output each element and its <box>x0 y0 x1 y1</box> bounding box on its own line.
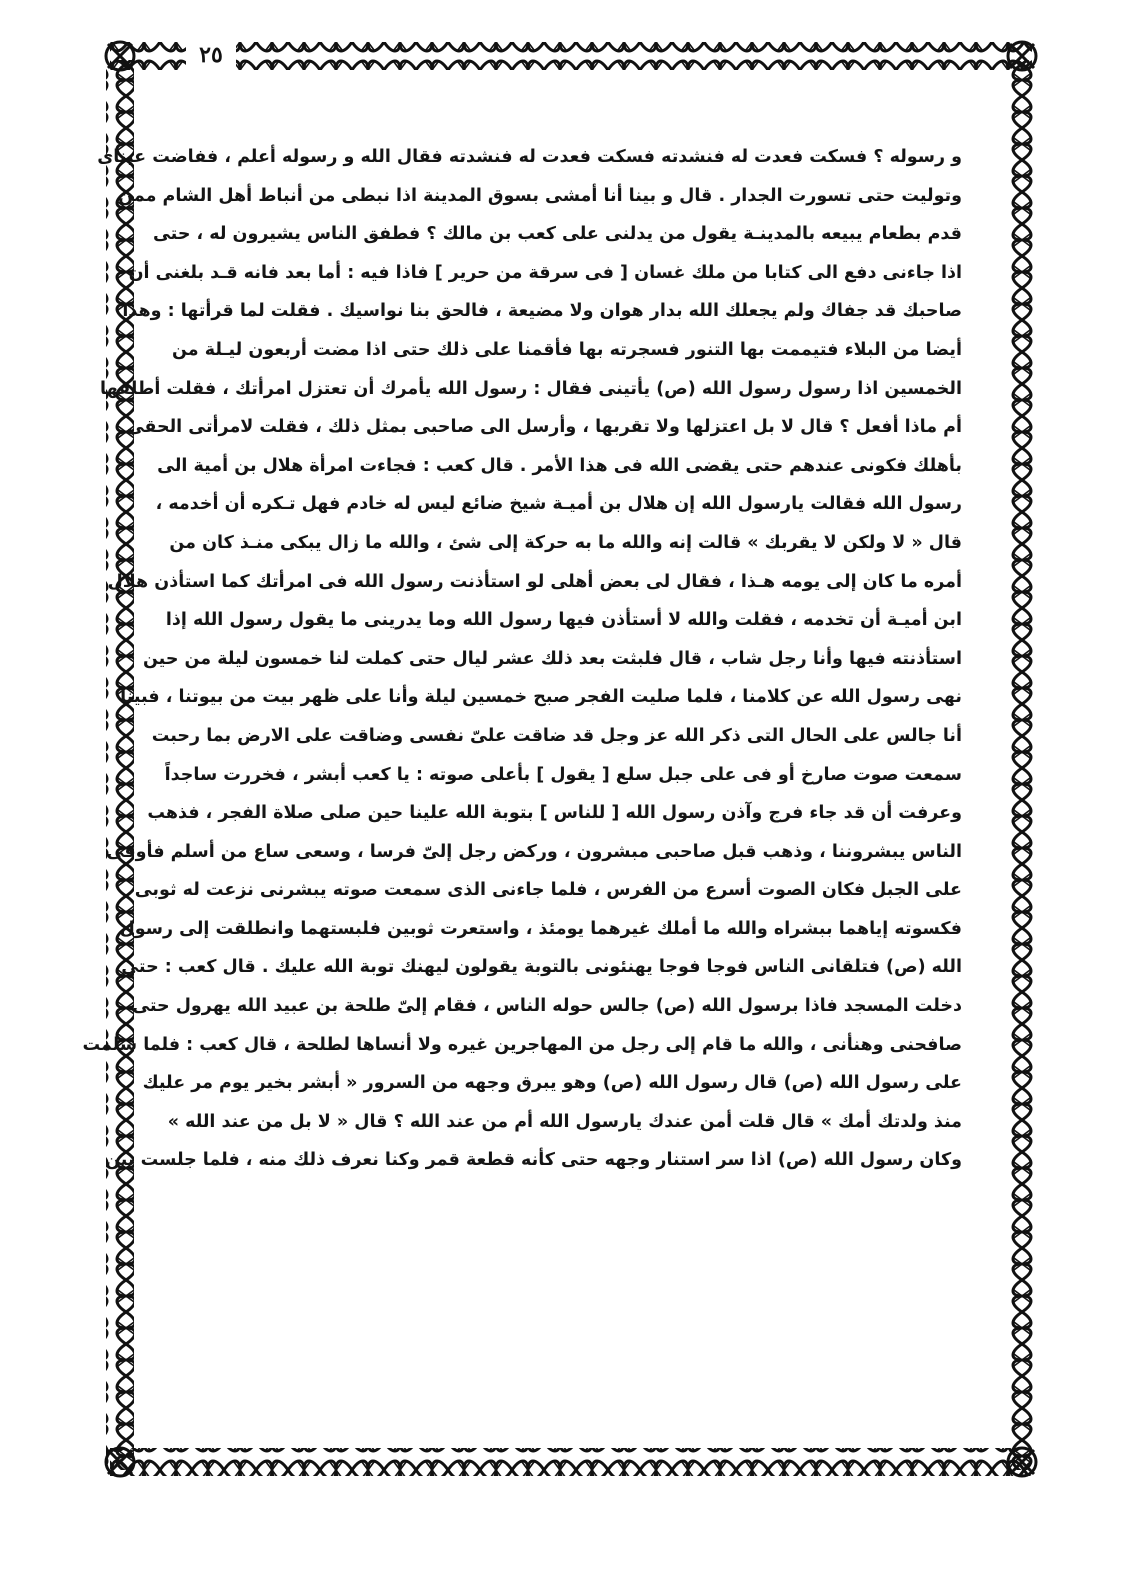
text-line: اذا جاءنى دفع الى كتابا من ملك غسان [ فى سرقة من حرير ] فاذا فيه : أما بعد فانه قـد بلغنى أن <box>128 262 962 283</box>
text-line: أنا جالس على الحال التى ذكر الله عز وجل قد ضاقت علىّ نفسى وضاقت على الارض بما رحبت <box>151 725 962 746</box>
text-line: على الجبل فكان الصوت أسرع من الفرس ، فلما جاءنى الذى سمعت صوته يبشرنى نزعت له ثوبى <box>134 880 962 901</box>
text-line: الناس يبشروننا ، وذهب قبل صاحبى مبشرون ، وركض رجل إلىّ فرسا ، وسعى ساع من أسلم فأوفى <box>106 841 962 862</box>
text-line: وتوليت حتى تسورت الجدار . قال و بينا أنا أمشى بسوق المدينة اذا نبطى من أنباط أهل الشام ممن <box>118 185 962 206</box>
text-line: استأذنته فيها وأنا رجل شاب ، قال فلبثت بعد ذلك عشر ليال حتى كملت لنا خمسون ليلة من حين <box>142 648 962 669</box>
text-line: أيضا من البلاء فتيممت بها التنور فسجرته بها فأقمنا على ذلك حتى اذا مضت أربعون ليـلة من <box>172 339 962 360</box>
text-line: الله (ص) فتلقانى الناس فوجا فوجا يهنئونى بالتوبة يقولون ليهنك توبة الله عليك . قال كعب : حتى <box>121 957 962 978</box>
text-line: الخمسين اذا رسول رسول الله (ص) يأتينى فقال : رسول الله يأمرك أن تعتزل امرأتك ، فقلت أطلقها <box>100 378 962 399</box>
text-line: قدم بطعام يبيعه بالمدينـة يقول من يدلنى على كعب بن مالك ؟ فطفق الناس يشيرون له ، حتى <box>152 224 962 245</box>
page-number: ٢٥ <box>186 40 236 70</box>
text-line: أمره ما كان إلى يومه هـذا ، فقال لى بعض أهلى لو استأذنت رسول الله فى امرأتك كما استأذن هلال <box>107 571 962 592</box>
text-line: بأهلك فكونى عندهم حتى يقضى الله فى هذا الأمر . قال كعب : فجاءت امرأة هلال بن أمية الى <box>157 455 962 476</box>
text-line: وعرفت أن قد جاء فرج وآذن رسول الله [ للناس ] بتوبة الله علينا حين صلى صلاة الفجر ، فذهب <box>147 803 962 824</box>
text-line: نهى رسول الله عن كلامنا ، فلما صليت الفجر صبح خمسين ليلة وأنا على ظهر بيت من بيوتنا ، فبينا <box>120 687 962 708</box>
text-line: صاحبك قد جفاك ولم يجعلك الله بدار هوان ولا مضيعة ، فالحق بنا نواسيك . فقلت لما قرأتها : وهذا <box>122 301 962 322</box>
text-line: صافحنى وهنأنى ، والله ما قام إلى رجل من المهاجرين غيره ولا أنساها لطلحة ، قال كعب : فلما سلمت <box>82 1034 962 1055</box>
text-line: على رسول الله (ص) قال رسول الله (ص) وهو يبرق وجهه من السرور « أبشر بخير يوم مر عليك <box>142 1073 962 1094</box>
text-line: رسول الله فقالت يارسول الله إن هلال بن أميـة شيخ ضائع ليس له خادم فهل تـكره أن أخدمه ، <box>155 494 962 515</box>
text-line: وكان رسول الله (ص) اذا سر استنار وجهه حتى كأنه قطعة قمر وكنا نعرف ذلك منه ، فلما جلست بين <box>105 1150 962 1171</box>
text-line: قال « لا ولكن لا يقربك » قالت إنه والله ما به حركة إلى شئ ، والله ما زال يبكى منـذ كان من <box>169 532 962 553</box>
text-line: دخلت المسجد فاذا برسول الله (ص) جالس حوله الناس ، فقام إلىّ طلحة بن عبيد الله يهرول حتى <box>132 996 962 1017</box>
text-line: فكسوته إياهما ببشراه والله ما أملك غيرهما يومئذ ، واستعرت ثوبين فلبستهما وانطلقت إلى رسول <box>119 918 962 939</box>
body-text <box>82 138 962 1180</box>
text-line: و رسوله ؟ فسكت فعدت له فنشدته فسكت فعدت له فنشدته فقال الله و رسوله أعلم ، ففاضت عيناى <box>97 147 962 167</box>
text-line: أم ماذا أفعل ؟ قال لا بل اعتزلها ولا تقربها ، وأرسل الى صاحبى بمثل ذلك ، فقلت لامرأتى الحقى <box>126 417 962 438</box>
text-line: ابن أميـة أن تخدمه ، فقلت والله لا أستأذن فيها رسول الله وما يدرينى ما يقول رسول الله إذا <box>165 610 962 631</box>
text-line: منذ ولدتك أمك » قال قلت أمن عندك يارسول الله أم من عند الله ؟ قال « لا بل من عند الله » <box>167 1111 962 1132</box>
text-line: سمعت صوت صارخ أو فى على جبل سلع [ يقول ] بأعلى صوته : يا كعب أبشر ، فخررت ساجداً <box>164 764 962 785</box>
